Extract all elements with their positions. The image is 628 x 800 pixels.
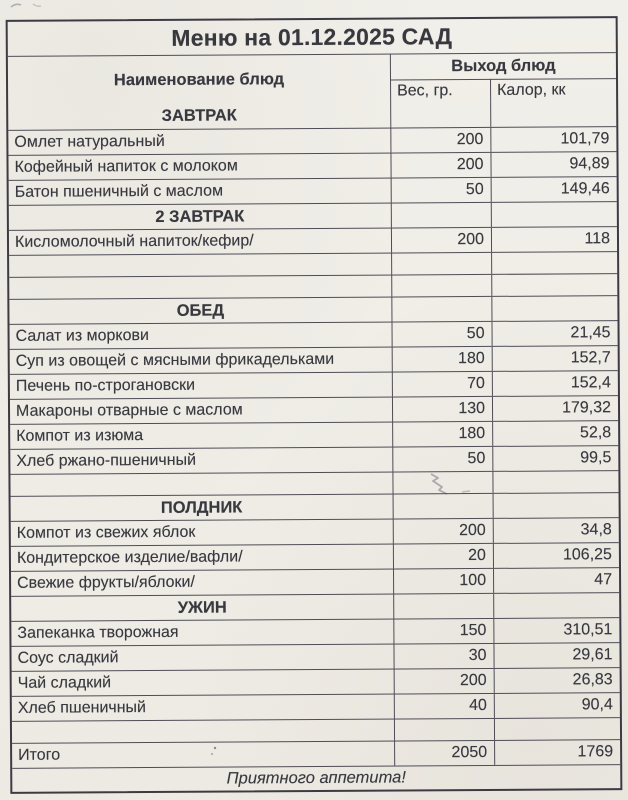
dish-calories: 90,4 xyxy=(494,693,620,718)
table-row xyxy=(9,320,617,349)
dish-weight: 70 xyxy=(392,372,492,397)
dish-calories xyxy=(490,101,616,127)
dish-calories xyxy=(493,593,619,618)
dish-name xyxy=(9,276,391,299)
dish-calories: 310,51 xyxy=(493,618,619,643)
dish-weight: 150 xyxy=(393,619,493,644)
dish-weight: 30 xyxy=(393,644,493,669)
dish-calories: 52,8 xyxy=(492,421,618,446)
column-header-name: Наименование блюд xyxy=(113,69,285,89)
table-row xyxy=(11,642,619,671)
dish-name: Омлет натуральный xyxy=(14,132,165,151)
section-row xyxy=(11,492,619,521)
dish-name: Компот из свежих яблок xyxy=(16,523,196,542)
dish-calories: 101,79 xyxy=(490,127,616,152)
dish-weight: 50 xyxy=(391,178,491,203)
table-row xyxy=(11,517,619,546)
pen-scratch-top-left xyxy=(11,4,21,7)
dish-weight: 200 xyxy=(393,519,493,544)
section-row xyxy=(9,201,617,230)
dish-weight xyxy=(391,253,491,275)
table-row xyxy=(10,445,618,474)
dish-name xyxy=(9,254,391,277)
dish-weight xyxy=(390,102,490,128)
dish-weight: 40 xyxy=(394,694,494,719)
dish-weight xyxy=(391,275,491,297)
dish-calories: 47 xyxy=(493,568,619,593)
dish-calories: 34,8 xyxy=(493,518,619,543)
dish-calories xyxy=(492,471,618,493)
dish-name: Кофейный напиток с молоком xyxy=(14,157,238,176)
dish-calories: 118 xyxy=(491,227,617,252)
section-title: УЖИН xyxy=(177,598,227,617)
dish-name: Кондитерское изделие/вафли/ xyxy=(16,548,243,567)
dish-calories: 106,25 xyxy=(493,543,619,568)
table-row xyxy=(9,226,617,255)
section-title: ОБЕД xyxy=(176,301,225,320)
dish-name: Печень по-строгановски xyxy=(15,376,196,395)
dish-weight xyxy=(393,494,493,519)
table-row xyxy=(11,542,619,571)
empty-row xyxy=(12,717,620,743)
dish-calories xyxy=(494,718,620,740)
dish-name xyxy=(12,720,394,743)
dish-weight: 2050 xyxy=(394,741,494,766)
dish-calories xyxy=(491,252,617,274)
dish-weight xyxy=(391,297,491,322)
table-row xyxy=(12,692,620,721)
dish-weight: 180 xyxy=(392,347,492,372)
section-row xyxy=(8,101,616,130)
dish-calories: 152,4 xyxy=(492,371,618,396)
menu-rows xyxy=(8,101,620,768)
dish-weight: 130 xyxy=(392,397,492,422)
footer-row xyxy=(12,764,620,792)
dish-name: Суп из овощей с мясными фрикадельками xyxy=(15,350,335,370)
dish-name: Компот из изюма xyxy=(16,427,144,445)
dish-calories: 26,83 xyxy=(494,668,620,693)
column-header-weight: Вес, гр. xyxy=(390,79,490,103)
dish-calories: 29,61 xyxy=(493,643,619,668)
dish-weight xyxy=(392,472,492,494)
dish-name xyxy=(10,473,392,496)
empty-row xyxy=(9,251,617,277)
empty-row xyxy=(10,470,618,496)
pen-scratch-top-left-2 xyxy=(33,4,41,6)
dish-name: Хлеб ржано-пшеничный xyxy=(16,451,197,470)
dish-weight xyxy=(393,594,493,619)
table-row xyxy=(8,126,616,155)
dish-weight: 200 xyxy=(391,228,491,253)
total-label: Итого xyxy=(18,746,61,764)
dish-weight: 180 xyxy=(392,422,492,447)
dish-calories: 1769 xyxy=(494,740,620,765)
table-row xyxy=(10,420,618,449)
table-row xyxy=(11,567,619,596)
dish-calories xyxy=(491,202,617,227)
column-header-calories: Калор, кк xyxy=(490,78,616,102)
table-row xyxy=(12,667,620,696)
table-row xyxy=(9,176,617,205)
section-row xyxy=(11,592,619,621)
table-row xyxy=(10,395,618,424)
total-row xyxy=(12,739,620,768)
dish-name: Чай сладкий xyxy=(17,674,112,692)
dish-name: Батон пшеничный с маслом xyxy=(14,182,224,201)
dish-weight xyxy=(394,719,494,741)
menu-table xyxy=(6,16,623,794)
dish-name: Кисломолочный напиток/кефир/ xyxy=(14,232,254,251)
section-title: ЗАВТРАК xyxy=(161,106,237,126)
dish-calories: 149,46 xyxy=(491,177,617,202)
dish-calories: 21,45 xyxy=(491,321,617,346)
column-header-output-group: Выход блюд xyxy=(390,53,616,79)
dish-name: Макароны отварные с маслом xyxy=(15,401,243,420)
dish-weight xyxy=(391,203,491,228)
dish-weight: 200 xyxy=(390,153,490,178)
section-row xyxy=(9,295,617,324)
dish-calories: 179,32 xyxy=(492,396,618,421)
dish-calories xyxy=(491,274,617,296)
empty-row xyxy=(9,273,617,299)
table-row xyxy=(10,345,618,374)
dish-weight: 20 xyxy=(393,544,493,569)
footer-note: Приятного аппетита! xyxy=(226,768,406,788)
dish-calories: 99,5 xyxy=(492,446,618,471)
dish-name: Запеканка творожная xyxy=(17,623,179,642)
dish-calories xyxy=(493,493,619,518)
dish-weight: 200 xyxy=(394,669,494,694)
title-row xyxy=(8,18,616,56)
dish-calories: 94,89 xyxy=(490,152,616,177)
dish-name: Свежие фрукты/яблоки/ xyxy=(17,573,195,592)
dish-calories xyxy=(491,296,617,321)
dish-weight: 200 xyxy=(390,128,490,153)
dish-name: Хлеб пшеничный xyxy=(17,699,147,717)
table-row xyxy=(11,617,619,646)
table-header xyxy=(8,52,616,105)
table-row xyxy=(8,151,616,180)
dish-weight: 100 xyxy=(393,569,493,594)
dish-weight: 50 xyxy=(392,447,492,472)
table-row xyxy=(10,370,618,399)
dish-name: Соус сладкий xyxy=(17,649,119,667)
dish-name: Салат из моркови xyxy=(15,327,149,345)
section-title: 2 ЗАВТРАК xyxy=(155,207,245,226)
dish-weight: 50 xyxy=(391,322,491,347)
section-title: ПОЛДНИК xyxy=(160,498,243,517)
page-title: Меню на 01.12.2025 САД xyxy=(171,22,453,51)
dish-calories: 152,7 xyxy=(492,346,618,371)
